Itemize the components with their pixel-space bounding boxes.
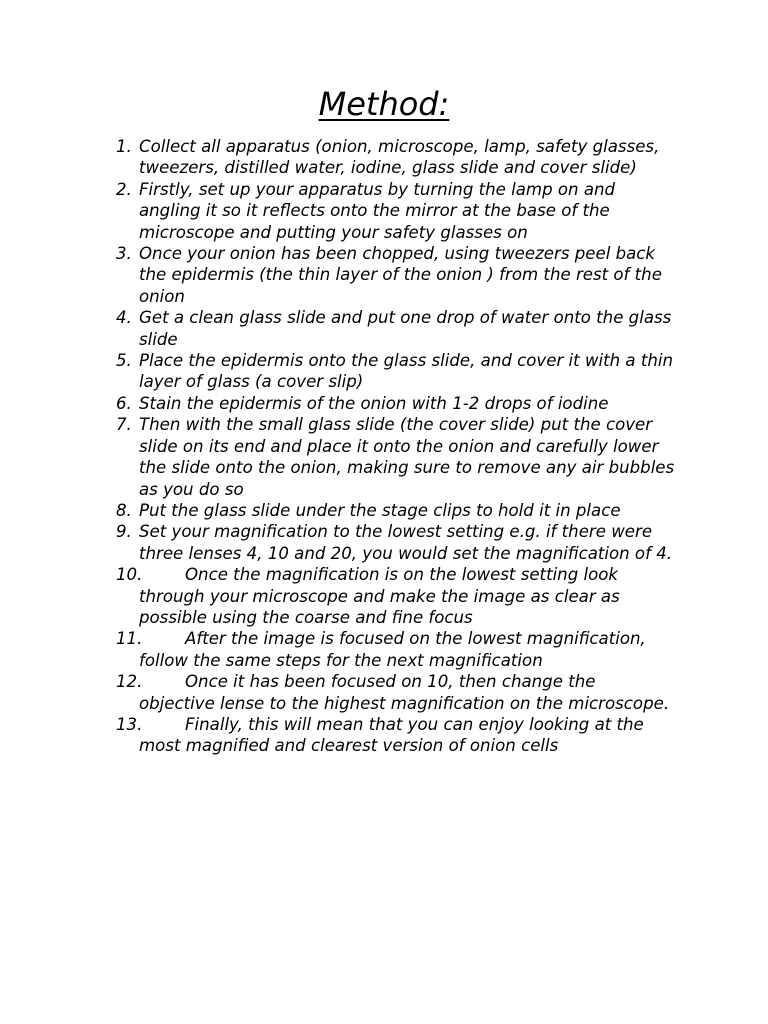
step-number: 11. xyxy=(116,629,143,649)
method-steps-list xyxy=(116,136,676,757)
list-item xyxy=(116,671,676,714)
step-number: 8. xyxy=(116,500,132,520)
step-number: 4. xyxy=(116,308,132,328)
list-item xyxy=(116,500,676,521)
step-number: 12. xyxy=(116,672,143,692)
step-text: Stain the epidermis of the onion with 1-2 drops of iodine xyxy=(139,393,609,413)
step-number: 7. xyxy=(116,415,132,435)
step-text: Collect all apparatus (onion, microscope, lamp, safety glasses, tweezers, distilled water, iodine, glass slide and cover slide) xyxy=(139,137,660,178)
step-text: Get a clean glass slide and put one drop of water onto the glass slide xyxy=(139,308,672,349)
step-number: 6. xyxy=(116,393,132,413)
step-number: 2. xyxy=(116,179,132,199)
step-number: 5. xyxy=(116,351,132,371)
list-item xyxy=(116,393,676,414)
list-item xyxy=(116,628,676,671)
step-number: 3. xyxy=(116,244,132,264)
step-text: Place the epidermis onto the glass slide, and cover it with a thin layer of glass (a cover slip) xyxy=(139,351,674,392)
step-number: 10. xyxy=(116,565,143,585)
list-item xyxy=(116,521,676,564)
list-item xyxy=(116,414,676,500)
page-title: Method: xyxy=(318,85,450,123)
step-text: Once it has been focused on 10, then change the objective lense to the highest magnification on the microscope. xyxy=(139,672,670,713)
list-item xyxy=(116,243,676,307)
list-item xyxy=(116,564,676,628)
step-number: 9. xyxy=(116,522,132,542)
list-item xyxy=(116,307,676,350)
list-item xyxy=(116,179,676,243)
step-text: Finally, this will mean that you can enjoy looking at the most magnified and clearest version of onion cells xyxy=(139,714,644,756)
list-item xyxy=(116,136,676,179)
list-item xyxy=(116,350,676,393)
step-text: Firstly, set up your apparatus by turning the lamp on and angling it so it reflects onto the mirror at the base of the microscope and putting your safety glasses on xyxy=(139,179,616,242)
step-text: Set your magnification to the lowest setting e.g. if there were three lenses 4, 10 and 20, you would set the magnification of 4. xyxy=(139,522,673,563)
step-number: 13. xyxy=(116,714,143,734)
list-item xyxy=(116,714,676,757)
step-text: Then with the small glass slide (the cover slide) put the cover slide on its end and place it onto the onion and carefully lower the slide onto the onion, making sure to remove any air bubbles as you do so xyxy=(139,415,675,499)
step-text: Once your onion has been chopped, using tweezers peel back the epidermis (the thin layer of the onion ) from the rest of the onion xyxy=(139,244,662,306)
step-number: 1. xyxy=(116,137,132,156)
step-text: Put the glass slide under the stage clips to hold it in place xyxy=(139,500,621,520)
step-text: Once the magnification is on the lowest setting look through your microscope and make the image as clear as possible using the coarse and fine focus xyxy=(139,565,620,627)
step-text: After the image is focused on the lowest magnification, follow the same steps for the next magnification xyxy=(139,629,646,670)
